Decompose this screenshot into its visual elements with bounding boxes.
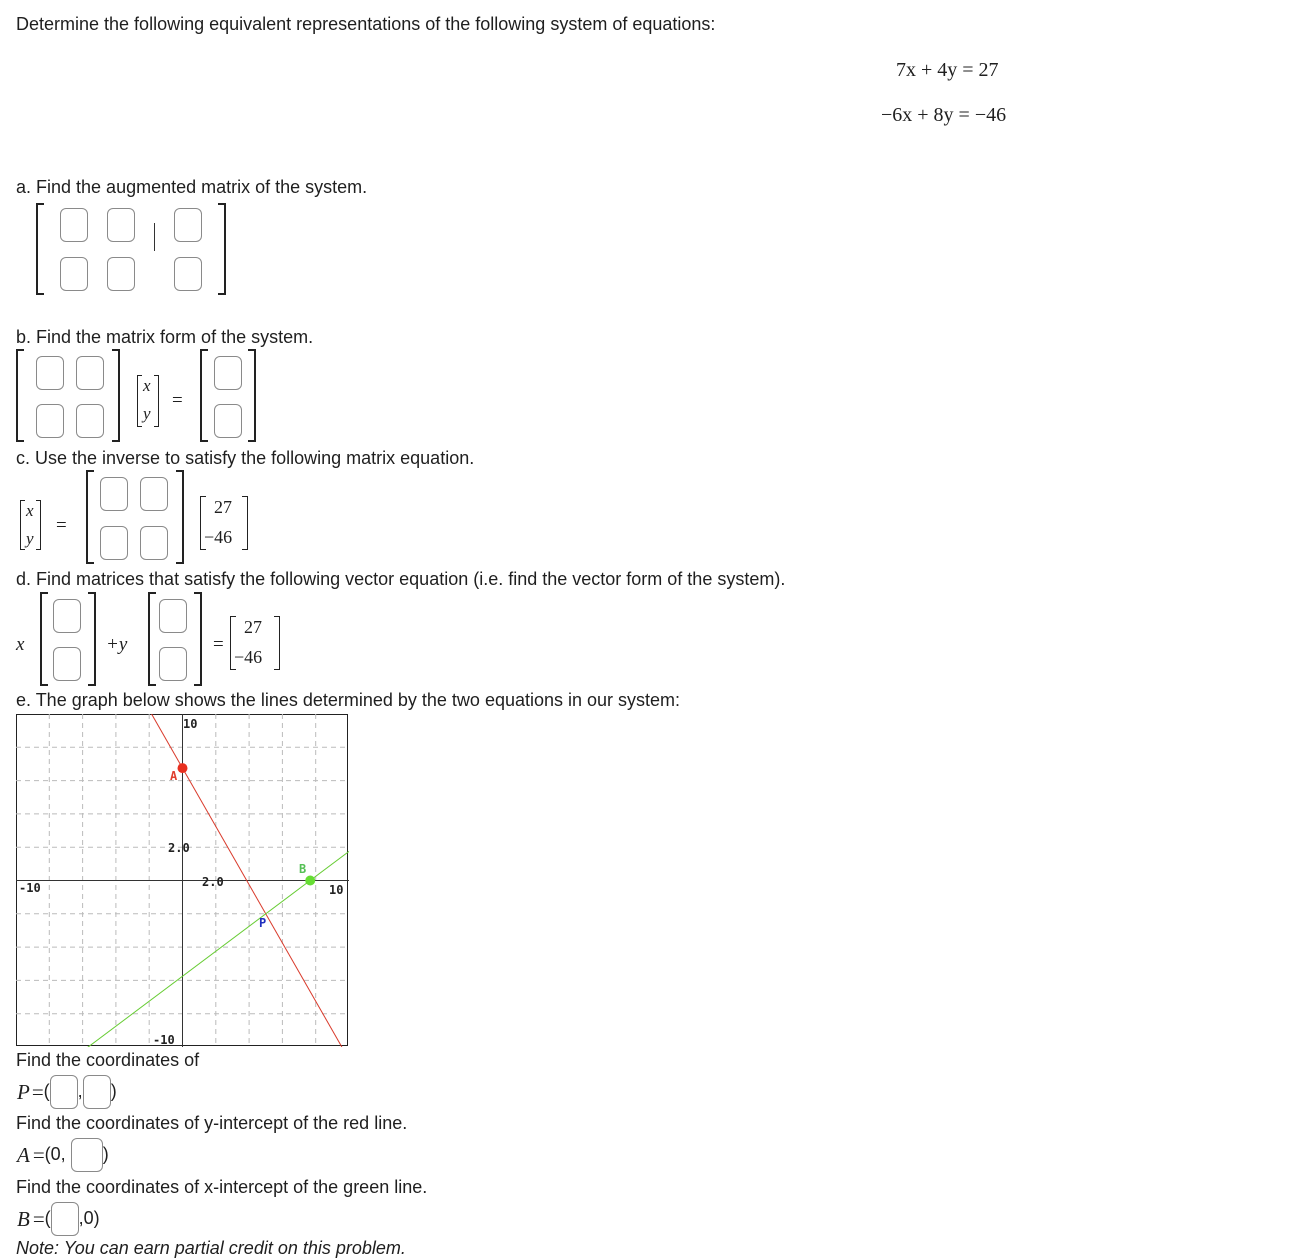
part-c-prompt: c. Use the inverse to satisfy the following matrix equation. <box>16 448 475 468</box>
left-bracket <box>200 349 208 442</box>
x-tick-label: 2.0 <box>202 875 224 889</box>
a-prompt: Find the coordinates of y-intercept of the red line. <box>16 1113 408 1133</box>
left-bracket <box>20 500 25 550</box>
right-bracket <box>242 496 248 550</box>
a-close-paren: ) <box>102 1144 109 1165</box>
matrix-form <box>16 349 266 444</box>
graph <box>16 714 349 1047</box>
vec2-r1-input[interactable] <box>159 599 187 633</box>
b-open-paren: ( <box>44 1208 51 1229</box>
right-bracket <box>218 203 226 295</box>
aug-b2-input[interactable] <box>174 257 202 291</box>
b-equals: = <box>32 1206 45 1231</box>
a-prefix: (0, <box>44 1144 66 1165</box>
augment-separator <box>154 223 155 251</box>
a-equals: = <box>32 1142 45 1167</box>
part-d-prompt: d. Find matrices that satisfy the following vector equation (i.e. find the vector form of the system). <box>16 569 786 589</box>
y-min-label: -10 <box>153 1033 175 1047</box>
inv-a21-input[interactable] <box>100 526 128 560</box>
p-open-paren: ( <box>43 1081 50 1102</box>
rhs-1: 27 <box>214 497 232 517</box>
point-b-label: B <box>299 862 307 876</box>
point-a <box>178 763 188 773</box>
coef-a11-input[interactable] <box>36 356 64 390</box>
a-label: A <box>17 1142 30 1167</box>
y-tick-label: 2.0 <box>168 841 190 855</box>
const-b2-input[interactable] <box>214 404 242 438</box>
coef-a21-input[interactable] <box>36 404 64 438</box>
right-bracket <box>176 470 184 564</box>
aug-a22-input[interactable] <box>107 257 135 291</box>
vec1-r1-input[interactable] <box>53 599 81 633</box>
equals-sign: = <box>172 390 183 411</box>
p-answer-row <box>17 1073 117 1111</box>
vec1-r2-input[interactable] <box>53 647 81 681</box>
inverse-equation <box>18 470 268 565</box>
p-comma: , <box>77 1081 83 1102</box>
p-y-input[interactable] <box>83 1075 111 1109</box>
point-p-label: P <box>259 916 267 930</box>
x-min-label: -10 <box>19 881 41 895</box>
b-label: B <box>17 1206 30 1231</box>
left-bracket <box>137 375 142 427</box>
equals-sign: = <box>56 515 67 536</box>
point-b <box>305 876 315 886</box>
vector-equation <box>16 592 316 687</box>
aug-a11-input[interactable] <box>60 208 88 242</box>
p-close-paren: ) <box>110 1081 117 1102</box>
aug-a21-input[interactable] <box>60 257 88 291</box>
aug-b1-input[interactable] <box>174 208 202 242</box>
left-bracket <box>86 470 94 564</box>
p-x-input[interactable] <box>50 1075 78 1109</box>
left-bracket <box>16 349 24 442</box>
const-b1-input[interactable] <box>214 356 242 390</box>
vec2-r2-input[interactable] <box>159 647 187 681</box>
aug-a12-input[interactable] <box>107 208 135 242</box>
right-bracket <box>88 592 96 686</box>
coef-a22-input[interactable] <box>76 404 104 438</box>
inv-a22-input[interactable] <box>140 526 168 560</box>
b-x-input[interactable] <box>51 1202 79 1236</box>
rhs-2: −46 <box>234 647 263 667</box>
left-bracket <box>148 592 156 686</box>
part-e-prompt: e. The graph below shows the lines determined by the two equations in our system: <box>16 690 681 710</box>
equals-sign: = <box>213 634 224 655</box>
left-bracket <box>36 203 44 295</box>
coef-x-label: x <box>16 634 25 655</box>
var-x: x <box>26 501 34 520</box>
var-y: y <box>143 404 151 423</box>
right-bracket <box>248 349 256 442</box>
inv-a12-input[interactable] <box>140 477 168 511</box>
right-bracket <box>112 349 120 442</box>
partial-credit-note: Note: You can earn partial credit on this problem. <box>16 1238 406 1258</box>
var-x: x <box>143 376 151 395</box>
a-answer-row <box>17 1136 109 1174</box>
rhs-1: 27 <box>244 617 262 637</box>
right-bracket <box>36 500 41 550</box>
augmented-matrix <box>36 203 232 297</box>
right-bracket <box>194 592 202 686</box>
right-bracket <box>274 616 280 670</box>
plus-y-label: +y <box>106 634 128 655</box>
b-prompt: Find the coordinates of x-intercept of the green line. <box>16 1177 428 1197</box>
var-y: y <box>26 529 34 548</box>
rhs-2: −46 <box>204 527 233 547</box>
right-bracket <box>154 375 159 427</box>
p-equals: = <box>31 1079 44 1104</box>
inv-a11-input[interactable] <box>100 477 128 511</box>
part-b-prompt: b. Find the matrix form of the system. <box>16 327 314 347</box>
point-a-label: A <box>170 769 178 783</box>
x-max-label: 10 <box>329 883 344 897</box>
a-y-input[interactable] <box>71 1138 103 1172</box>
b-answer-row <box>17 1200 100 1238</box>
equation-2: −6x + 8y = −46 <box>881 104 1007 126</box>
left-bracket <box>40 592 48 686</box>
p-prompt: Find the coordinates of <box>16 1050 200 1070</box>
y-max-label: 10 <box>183 717 198 731</box>
part-a-prompt: a. Find the augmented matrix of the system. <box>16 177 368 197</box>
coef-a12-input[interactable] <box>76 356 104 390</box>
intro-text: Determine the following equivalent representations of the following system of equations: <box>16 14 716 34</box>
p-label: P <box>17 1079 30 1104</box>
equation-1: 7x + 4y = 27 <box>896 59 999 81</box>
b-suffix: ,0) <box>78 1208 100 1229</box>
